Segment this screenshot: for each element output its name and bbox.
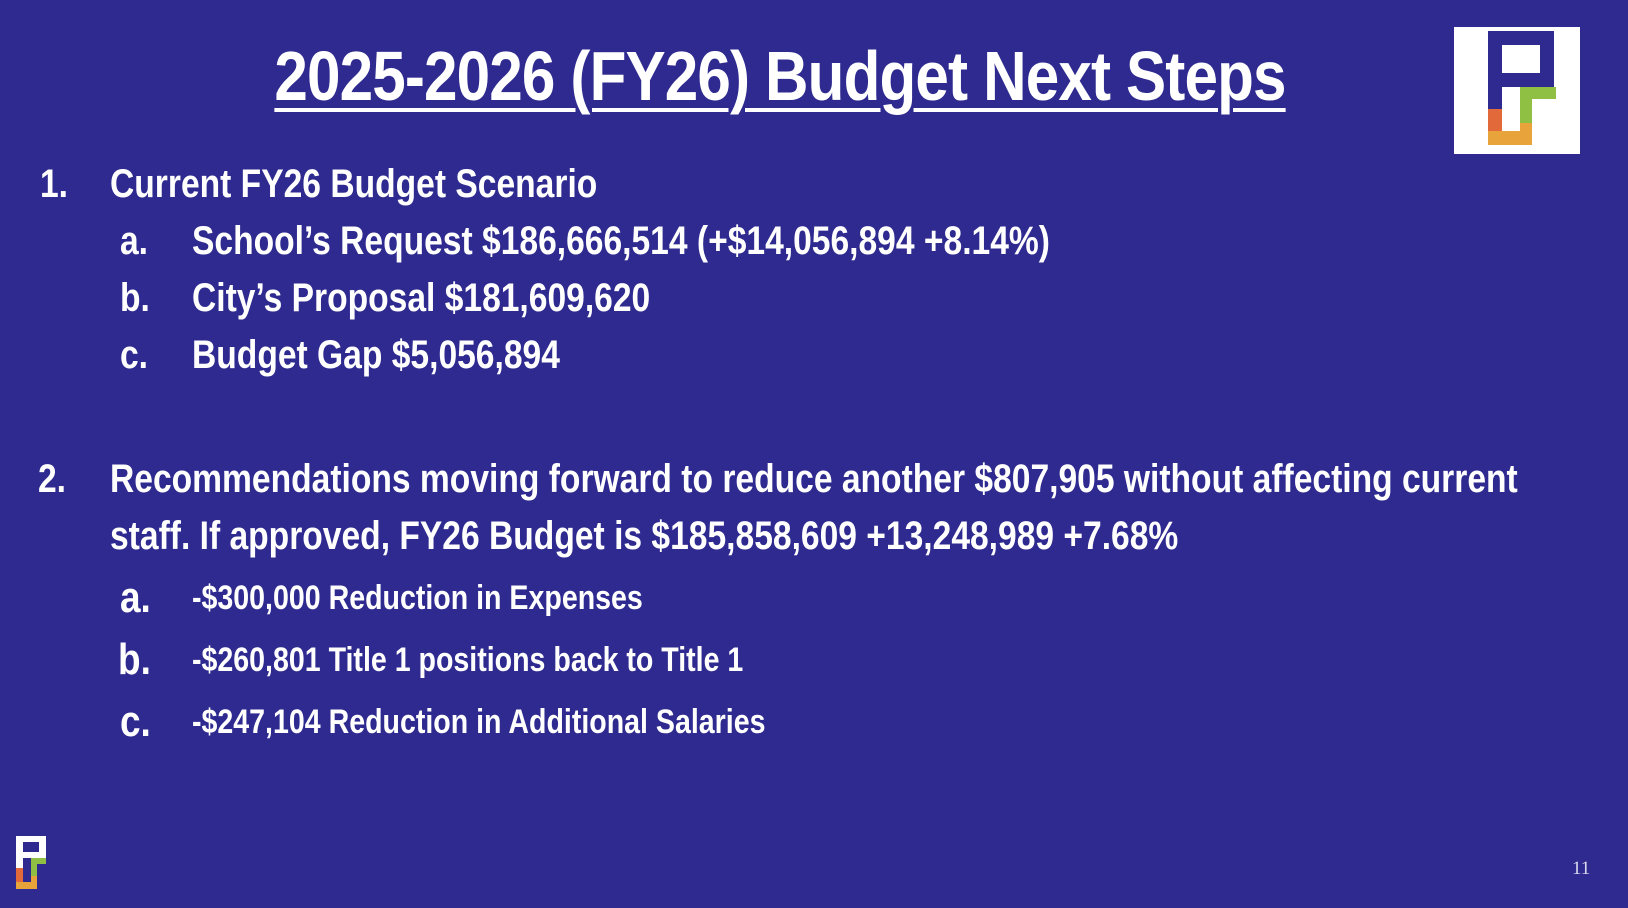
section1-item-c-marker: c. xyxy=(120,333,149,377)
section2-marker: 2. xyxy=(38,457,67,501)
section2-item-b-marker: b. xyxy=(118,635,151,684)
footer-logo xyxy=(14,834,48,894)
slide-title: 2025-2026 (FY26) Budget Next Steps xyxy=(274,37,1286,115)
section2-heading-line2: staff. If approved, FY26 Budget is $185,858,609 +13,248,989 +7.68% xyxy=(110,514,1179,558)
section2-heading-line1: Recommendations moving forward to reduce another $807,905 without affecting current xyxy=(110,457,1518,501)
section1-item-b: City’s Proposal $181,609,620 xyxy=(192,276,651,320)
page-number: 11 xyxy=(1572,858,1591,879)
section1-item-b-marker: b. xyxy=(120,276,150,320)
section2-item-b: -$260,801 Title 1 positions back to Title 1 xyxy=(192,641,744,679)
section1-item-a: School’s Request $186,666,514 (+$14,056,894 +8.14%) xyxy=(192,219,1050,263)
section1-heading: Current FY26 Budget Scenario xyxy=(110,162,598,206)
section1-marker: 1. xyxy=(40,162,69,206)
section2-item-c-marker: c. xyxy=(120,697,151,746)
pf-logo-small-icon xyxy=(14,834,48,894)
section2-item-c: -$247,104 Reduction in Additional Salaries xyxy=(192,703,766,741)
section2-item-a: -$300,000 Reduction in Expenses xyxy=(192,579,643,617)
section1-item-c: Budget Gap $5,056,894 xyxy=(192,333,560,377)
section1-item-a-marker: a. xyxy=(120,219,149,263)
section2-item-a-marker: a. xyxy=(120,573,151,622)
